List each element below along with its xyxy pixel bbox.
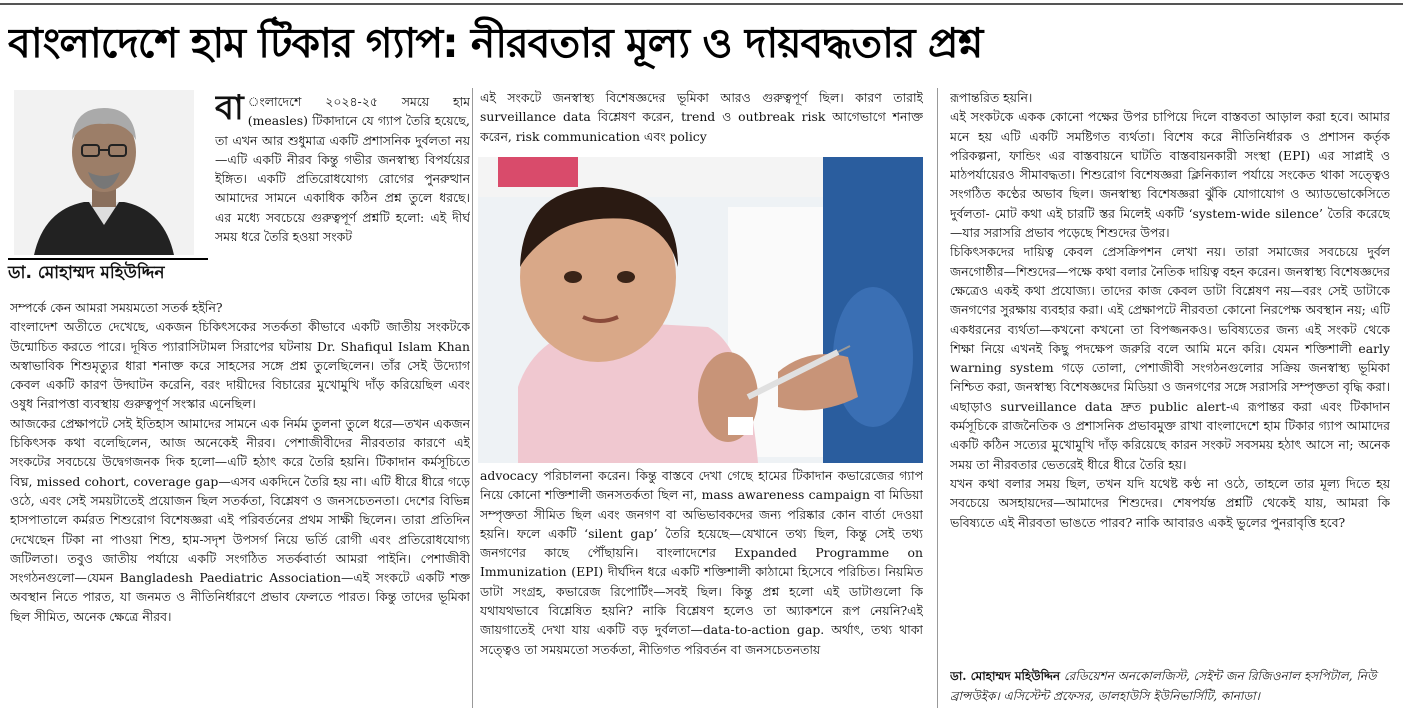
- article-intro: [215, 92, 470, 304]
- intro-text: ংলাদেশে ২০২৪-২৫ সময়ে হাম (measles) টিকাদানে যে গ্যাপ তৈরি হয়েছে, তা এখন আর শুধুমাত্র একটি প্রশাসনিক দুর্বলতা নয়—এটি একটি নীরব কিন্তু গভীর জনস্বাস্থ্য বিপর্যয়ের ইঙ্গিত। একটি প্রতিরোধযোগ্য রোগের পুনরুত্থান আমাদের সামনে একাধিক কঠিন প্রশ্ন তুলে ধরছে। এর মধ্যে সবচেয়ে গুরুত্বপূর্ণ প্রশ্নটি হলো: এই দীর্ঘ সময় ধরে তৈরি হওয়া সংকট: [215, 94, 470, 245]
- paragraph: বাংলাদেশ অতীতে দেখেছে, একজন চিকিৎসকের সতর্কতা কীভাবে একটি জাতীয় সংকটকে উন্মোচিত করতে পারে। দূষিত প্যারাসিটামল সিরাপের ঘটনায় Dr. Shafiqul Islam Khan অস্বাভাবিক শিশুমৃত্যুর ধারা শনাক্ত করে সাহসের সঙ্গে প্রশ্ন তুলেছিলেন। তাঁর সেই উদ্যোগ কেবল একটি কারণ উদ্ঘাটন করেনি, বরং দায়ীদের বিচারের মুখোমুখি দাঁড় করিয়েছিল এবং ওষুধ নিরাপত্তা ব্যবস্থায় গুরুত্বপূর্ণ সংস্কার এনেছিল।: [10, 319, 470, 412]
- paragraph: এই সংকটে জনস্বাস্থ্য বিশেষজ্ঞদের ভূমিকা আরও গুরুত্বপূর্ণ ছিল। কারণ তারাই surveillance data বিশ্লেষণ করেন, trend ও outbreak risk আগেভাগে শনাক্ত করেন, risk communication এবং policy: [480, 90, 923, 144]
- author-byline: ডা. মোহাম্মদ মহিউদ্দিন: [8, 258, 208, 286]
- author-credit: [950, 666, 1390, 708]
- vaccination-photo: [478, 157, 923, 463]
- article-column-2-bottom: [480, 466, 923, 711]
- top-rule: [0, 3, 1403, 5]
- headline: বাংলাদেশে হাম টিকার গ্যাপ: নীরবতার মূল্য ও দায়বদ্ধতার প্রশ্ন: [8, 19, 983, 67]
- article-column-1: [10, 298, 470, 710]
- article-column-2-top: [480, 88, 923, 152]
- paragraph: সম্পর্কে কেন আমরা সময়মতো সতর্ক হইনি?: [10, 300, 223, 315]
- author-photo: [14, 90, 194, 255]
- paragraph: যখন কথা বলার সময় ছিল, তখন যদি যথেষ্ট কণ্ঠ না ওঠে, তাহলে তার মূল্য দিতে হয় সবচেয়ে অসহায়দের—আমাদের শিশুদের। শেষপর্যন্ত প্রশ্নটি থেকেই যায়, আমরা কি ভবিষ্যতে এই নীরবতা ভাঙতে পারব? নাকি আবারও একই ভুলের পুনরাবৃত্তি হবে?: [950, 475, 1390, 530]
- credit-description: রেডিয়েশন অনকোলজিস্ট, সেইন্ট জন রিজিওনাল হসপিটাল, নিউ ব্রান্সউইক। এসিস্টেন্ট প্রফেসর, ডালহাউসি ইউনিভার্সিটি, কানাডা।: [950, 669, 1377, 703]
- paragraph: এই সংকটকে একক কোনো পক্ষের উপর চাপিয়ে দিলে বাস্তবতা আড়াল করা হবে। আমার মনে হয় এটি একটি সমষ্টিগত ব্যর্থতা। বিশেষ করে নীতিনির্ধারক ও প্রশাসন কর্তৃক পরিকল্পনা, ফান্ডিং এর বাস্তবায়নে ঘাটতি বাস্তবায়নকারী সংস্থা (EPI) এর সাপ্লাই ও মাঠপর্যায়েরও সীমাবদ্ধতা। শিশুরোগ বিশেষজ্ঞরা ক্লিনিক্যাল পর্যায়ে সংকেত থাকা সত্ত্বেও সংগঠিত কণ্ঠের অভাব ছিল। জনস্বাস্থ্য বিশেষজ্ঞরা ঝুঁকি যোগাযোগ ও অ্যাডভোকেসিতে দুর্বলতা- মোট কথা এই চারটি স্তর মিলেই একটি ‘system-wide silence’ তৈরি করেছে—যার সরাসরি প্রভাব পড়েছে শিশুদের উপর।: [950, 109, 1390, 241]
- drop-cap: বা: [215, 92, 244, 128]
- paragraph: আজকের প্রেক্ষাপটে সেই ইতিহাস আমাদের সামনে এক নির্মম তুলনা তুলে ধরে—তখন একজন চিকিৎসক কথা বলেছিলেন, আজ অনেকেই নীরব। পেশাজীবীদের নীরবতার কারণে এই সংকটের সবচেয়ে উদ্বেগজনক দিক হলো—এটি হঠাৎ করে তৈরি হয়নি। টিকাদান কর্মসূচিতে বিঘ্ন, missed cohort, coverage gap—এসব একদিনে তৈরি হয় না। এটি ধীরে ধীরে গড়ে ওঠে, এবং সেই সময়টাতেই প্রয়োজন ছিল সতর্কতা, বিশ্লেষণ ও জনসচেতনতা। দেশের বিভিন্ন হাসপাতালে কর্মরত শিশুরোগ বিশেষজ্ঞরা এই পরিবর্তনের প্রথম সাক্ষী ছিলেন। তারা প্রতিদিন দেখেছেন টিকা না পাওয়া শিশু, হাম-সদৃশ উপসর্গ নিয়ে ভর্তি রোগী এবং প্রতিরোধযোগ্য জটিলতা। তবুও জাতীয় পর্যায়ে একটি সংগঠিত সতর্কবার্তা আমরা পাইনি। পেশাজীবী সংগঠনগুলো—যেমন Bangladesh Paediatric Association—এই সংকটে একটি শক্ত অবস্থান নিতে পারত, যা জনমত ও নীতিনির্ধারণে প্রভাব ফেলতে পারত। কিন্তু তাদের ভূমিকা ছিল সীমিত, অনেক ক্ষেত্রে নীরব।: [10, 415, 470, 624]
- credit-name: ডা. মোহাম্মদ মহিউদ্দিন: [950, 669, 1061, 683]
- paragraph: advocacy পরিচালনা করেন। কিন্তু বাস্তবে দেখা গেছে হামের টিকাদান কভারেজের গ্যাপ নিয়ে কোনো শক্তিশালী জনসতর্কতা ছিল না, mass awareness campaign বা মিডিয়া সম্পৃক্ততা সীমিত ছিল এবং জনগণ বা অভিভাবকদের জন্য পরিষ্কার কোন বার্তা দেওয়া হয়নি। ফলে একটি ‘silent gap’ তৈরি হয়েছে—যেখানে তথ্য ছিল, কিন্তু সেই তথ্য জনগণের কাছে পৌঁছায়নি। বাংলাদেশের Expanded Programme on Immunization (EPI) দীর্ঘদিন ধরে একটি শক্তিশালী কাঠামো হিসেবে পরিচিত। নিয়মিত ডাটা সংগ্রহ, কভারেজ রিপোর্টিং—সবই ছিল। কিন্তু প্রশ্ন হলো এই ডাটাগুলো কি যথাযথভাবে বিশ্লেষিত হয়নি? নাকি বিশ্লেষণ হলেও তা অ্যাকশনে রূপ নেয়নি?এই জায়গাতেই দেখা যায় একটি বড় দুর্বলতা—data-to-action gap. অর্থাৎ, তথ্য থাকা সত্ত্বেও তা সময়মতো সতর্কতা, নীতিগত পরিবর্তন বা জনসচেতনতায়: [480, 468, 923, 657]
- paragraph: চিকিৎসকদের দায়িত্ব কেবল প্রেসক্রিপশন লেখা নয়। তারা সমাজের সবচেয়ে দুর্বল জনগোষ্ঠীর—শিশুদের—পক্ষে কথা বলার নৈতিক দায়িত্ব বহন করেন। জনস্বাস্থ্য বিশেষজ্ঞদের ক্ষেত্রেও একই কথা প্রযোজ্য। তাদের কাজ কেবল ডাটা বিশ্লেষণ নয়—বরং সেই ডাটাকে জনগণের সুরক্ষায় ব্যবহার করা। এই প্রেক্ষাপটে নীরবতা কোনো নিরপেক্ষ অবস্থান নয়; এটি একধরনের ব্যর্থতা—কখনো কখনো তা বিপজ্জনকও। ভবিষ্যতের জন্য এই সংকট থেকে শিক্ষা নিয়ে এখনই কিছু পদক্ষেপ জরুরি বলে আমি মনে করি। যেমন শক্তিশালী early warning system গড়ে তোলা, পেশাজীবী সংগঠনগুলোর সক্রিয় জনস্বাস্থ্য ভূমিকা নিশ্চিত করা, জনস্বাস্থ্য বিশেষজ্ঞদের মিডিয়া ও জনগণের সঙ্গে সরাসরি সম্পৃক্ততা বৃদ্ধি করা। এছাড়াও surveillance data দ্রুত public alert-এ রূপান্তর করা এবং টিকাদান কর্মসূচিকে রাজনৈতিক ও প্রশাসনিক প্রভাবমুক্ত রাখা বাংলাদেশে হাম টিকার গ্যাপ আমাদের একটি কঠিন সত্যের মুখোমুখি দাঁড় করিয়েছে কারন সংকট সবসময় হঠাৎ আসে না; অনেক সময় তা নীরবতার ভেতরেই ধীরে ধীরে তৈরি হয়।: [950, 244, 1390, 472]
- column-divider: [937, 88, 938, 708]
- column-divider: [472, 88, 473, 708]
- paragraph: রূপান্তরিত হয়নি।: [950, 90, 1033, 105]
- article-column-3: [950, 88, 1390, 660]
